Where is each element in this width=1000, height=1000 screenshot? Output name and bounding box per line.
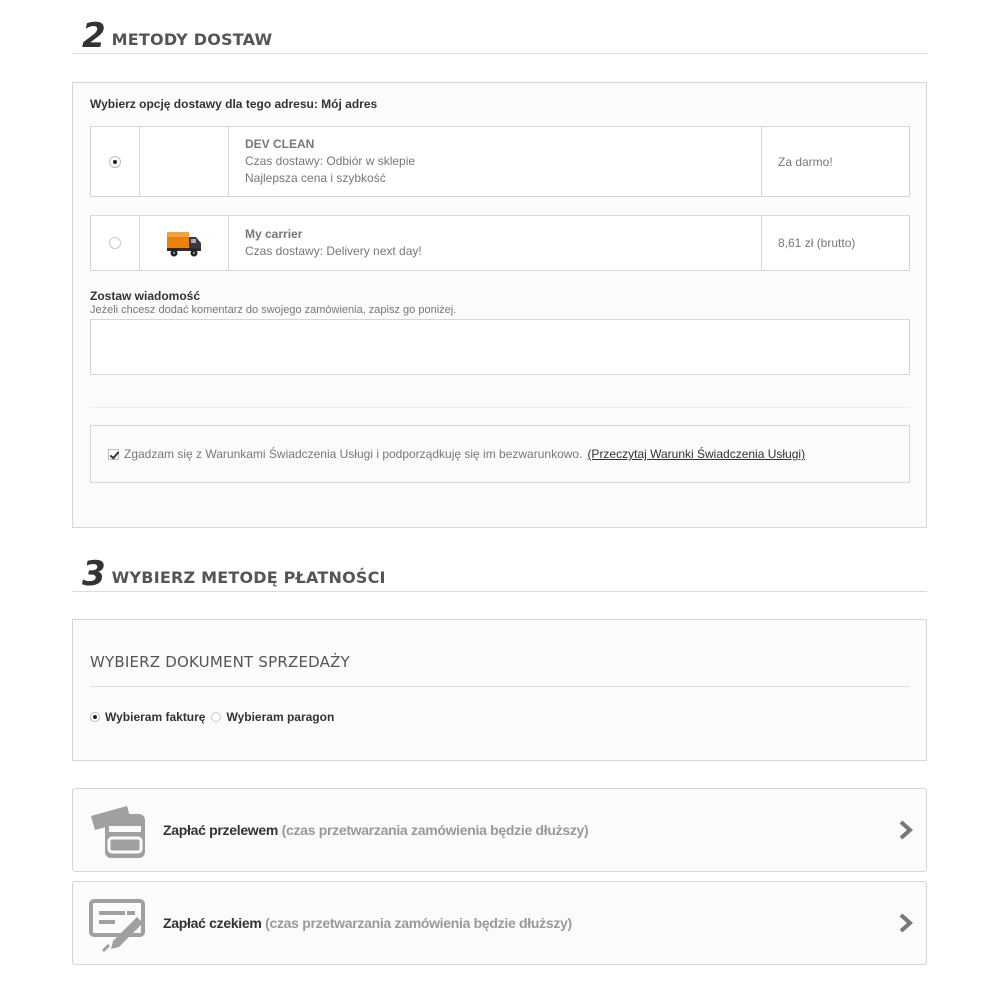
document-option-invoice[interactable]: [90, 710, 205, 724]
message-title: Zostaw wiadomość: [90, 289, 201, 303]
invoice-label: Wybieram fakturę: [105, 710, 206, 724]
delivery-address-label: Wybierz opcję dostawy dla tego adresu: Mój adres: [90, 97, 378, 111]
terms-checkbox[interactable]: [108, 449, 119, 460]
payment-option-transfer[interactable]: [72, 788, 927, 872]
carrier-name: My carrier: [245, 227, 303, 241]
carrier-price: 8,61 zł (brutto): [778, 236, 856, 250]
message-hint: Jeżeli chcesz dodać komentarz do swojego zamówienia, zapisz go poniżej.: [90, 304, 457, 316]
carrier-logo-cell: [140, 127, 229, 196]
truck-icon: [165, 228, 203, 258]
carrier-radio-cell[interactable]: [91, 216, 140, 270]
step-2-number: 2: [82, 16, 106, 56]
carrier-delivery-time: Czas dostawy: Odbiór w sklepie: [245, 154, 416, 168]
divider: [90, 686, 910, 687]
step-2-title: METODY DOSTAW: [111, 30, 273, 49]
carrier-radio-dev-clean[interactable]: [109, 156, 121, 168]
carrier-radio-my-carrier[interactable]: [109, 237, 121, 249]
message-textarea[interactable]: [90, 319, 910, 375]
cheque-payment-icon: [87, 893, 147, 953]
payment-title: Zapłać przelewem: [163, 822, 279, 838]
sales-document-panel: [72, 619, 927, 761]
carrier-logo-cell: [140, 216, 229, 270]
step-3-heading: [72, 548, 927, 592]
invoice-radio[interactable]: [90, 712, 100, 722]
chevron-right-icon[interactable]: [898, 913, 914, 933]
payment-note: (czas przetwarzania zamówienia będzie dłuższy): [265, 915, 572, 931]
receipt-label: Wybieram paragon: [226, 710, 335, 724]
carrier-delivery-time: Czas dostawy: Delivery next day!: [245, 244, 422, 258]
card-payment-icon: [87, 800, 147, 860]
carrier-description: Najlepsza cena i szybkość: [245, 171, 386, 185]
terms-text: Zgadzam się z Warunkami Świadczenia Usługi i podporządkuję się im bezwarunkowo.: [124, 447, 583, 461]
terms-link[interactable]: (Przeczytaj Warunki Świadczenia Usługi): [587, 447, 806, 461]
carrier-radio-cell[interactable]: [91, 127, 140, 196]
receipt-radio[interactable]: [211, 712, 221, 722]
payment-note: (czas przetwarzania zamówienia będzie dłuższy): [281, 822, 589, 838]
divider: [90, 407, 910, 408]
carrier-price: Za darmo!: [778, 154, 833, 169]
carrier-info: [229, 216, 762, 270]
step-2-heading: [72, 10, 927, 54]
carrier-option-dev-clean[interactable]: [90, 126, 910, 197]
carrier-option-my-carrier[interactable]: [90, 215, 910, 271]
document-option-receipt[interactable]: [211, 710, 334, 724]
payment-label: [163, 822, 898, 838]
step-3-title: WYBIERZ METODĘ PŁATNOŚCI: [111, 568, 386, 587]
carrier-info: [229, 127, 762, 196]
document-title: WYBIERZ DOKUMENT SPRZEDAŻY: [90, 653, 350, 671]
step-3-number: 3: [82, 554, 106, 594]
payment-label: [163, 915, 898, 931]
delivery-panel: [72, 82, 927, 528]
carrier-name: DEV CLEAN: [245, 137, 315, 151]
payment-title: Zapłać czekiem: [163, 915, 262, 931]
chevron-right-icon[interactable]: [898, 820, 914, 840]
payment-option-cheque[interactable]: [72, 881, 927, 965]
document-options: [90, 710, 340, 724]
terms-box: [90, 425, 910, 483]
